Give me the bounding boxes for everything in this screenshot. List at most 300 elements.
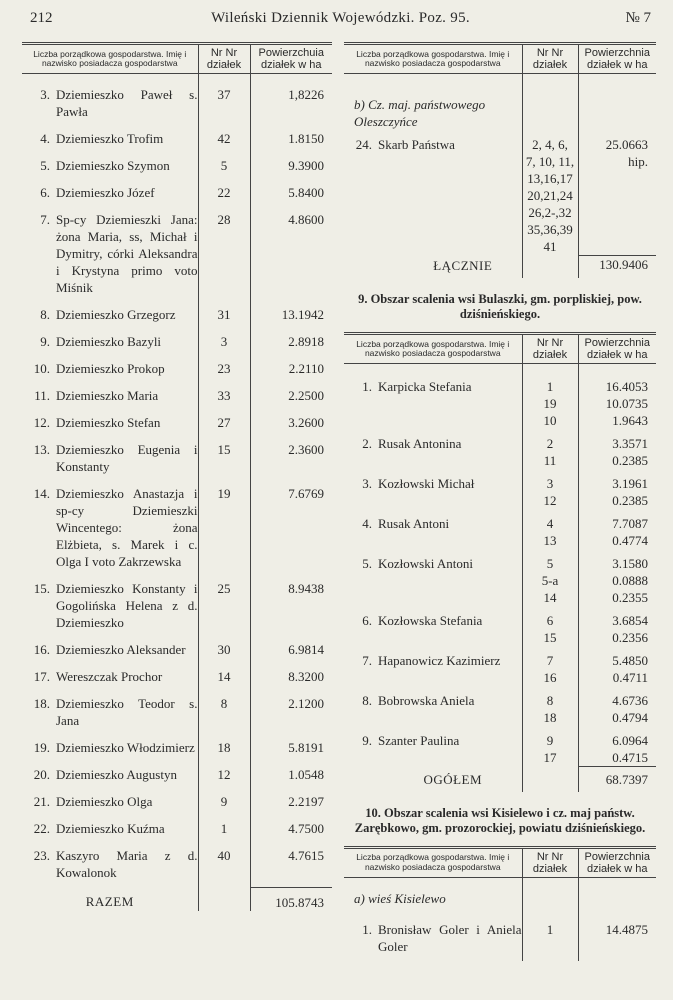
- plot-numbers: 25: [198, 576, 250, 637]
- row-number: 10.: [33, 361, 50, 376]
- row-number: 13.: [33, 442, 50, 457]
- area-value: 2.2197: [250, 789, 332, 816]
- area-value: [578, 364, 656, 430]
- owner-cell: [22, 356, 198, 383]
- col-plots-header: Nr Nr działek: [522, 44, 578, 74]
- owner-name: Bronisław Goler i Aniela Goler: [378, 921, 522, 954]
- plot-numbers: [522, 549, 578, 606]
- area-value: [578, 686, 656, 726]
- row-number: 4.: [362, 516, 372, 531]
- area-value: 4.8600: [250, 207, 332, 302]
- row-number: 3.: [40, 87, 50, 102]
- owner-entry: [22, 441, 198, 475]
- cell-line: 17: [543, 750, 557, 765]
- owner-name: Kozłowska Stefania: [378, 613, 483, 628]
- owner-name: Rusak Antoni: [378, 516, 450, 531]
- owner-cell: [344, 917, 522, 961]
- plot-numbers: [522, 606, 578, 646]
- cell-line: 3.1961: [612, 476, 648, 491]
- cell-line: 2: [546, 436, 554, 451]
- owner-name: Dziemieszko Józef: [56, 185, 155, 200]
- plot-numbers: 40: [198, 843, 250, 887]
- owner-cell: [22, 735, 198, 762]
- area-value: 2.1200: [250, 691, 332, 735]
- owner-entry: [22, 739, 198, 756]
- owner-name: Dziemieszko Anastazja i sp-cy Dziemieszki Wincentego: żona Elżbieta, s. Marek i c. Olga I voto Zakrzewska: [56, 486, 198, 569]
- area-value: 14.4875: [578, 917, 656, 961]
- area-value: 7.6769: [250, 481, 332, 576]
- total-row: [344, 767, 656, 792]
- owner-name: Dziemieszko Grzegorz: [56, 307, 176, 322]
- area-value: 3.2600: [250, 410, 332, 437]
- plot-numbers: 19: [198, 481, 250, 576]
- cell-line: 0.2356: [612, 630, 648, 645]
- owner-cell: [22, 410, 198, 437]
- owner-cell: [22, 437, 198, 481]
- row-number: 16.: [33, 642, 50, 657]
- table-row: [22, 637, 332, 664]
- table-row: [22, 74, 332, 127]
- cell-line: 5.4850: [612, 653, 648, 668]
- table-row: [344, 726, 656, 767]
- total-value: 130.9406: [578, 255, 656, 278]
- cell-line: 13: [543, 533, 557, 548]
- cell-line: 10: [543, 413, 557, 428]
- owner-entry: [344, 692, 522, 709]
- owner-entry: [344, 652, 522, 669]
- table-row: [22, 383, 332, 410]
- plot-numbers: 15: [198, 437, 250, 481]
- area-value: 1.0548: [250, 762, 332, 789]
- section-heading: 9. Obszar scalenia wsi Bulaszki, gm. porpliskiej, pow. dziśnieńskiego.: [358, 292, 642, 321]
- cell-line: 0.2385: [612, 493, 648, 508]
- cell-line: 11: [543, 453, 557, 468]
- cell-line: 16: [543, 670, 557, 685]
- owner-entry: [22, 211, 198, 296]
- owner-entry: [344, 378, 522, 395]
- col-plots-header: Nr Nr działek: [522, 847, 578, 877]
- area-value: 1,8226: [250, 74, 332, 127]
- cell-line: 7, 10, 11,: [525, 154, 575, 169]
- area-value: 8.9438: [250, 576, 332, 637]
- row-number: 24.: [355, 137, 372, 152]
- cell-line: 3.1580: [612, 556, 648, 571]
- owner-cell: [344, 429, 522, 469]
- table-row: [22, 126, 332, 153]
- cell-line: 6.0964: [612, 733, 648, 748]
- owner-cell: [344, 364, 522, 430]
- table-row: [22, 664, 332, 691]
- owner-name: Dziemieszko Stefan: [56, 415, 161, 430]
- owner-name: Dziemieszko Trofim: [56, 131, 164, 146]
- table-row: [344, 364, 656, 430]
- plot-numbers: 9: [198, 789, 250, 816]
- area-value: 2.2500: [250, 383, 332, 410]
- row-number: 12.: [33, 415, 50, 430]
- table-row: [344, 917, 656, 961]
- subsection-row: [344, 74, 656, 137]
- row-number: 6.: [362, 613, 372, 628]
- owner-cell: [344, 509, 522, 549]
- plot-numbers: [522, 429, 578, 469]
- area-value: [578, 509, 656, 549]
- owner-cell: [22, 576, 198, 637]
- table-row: [344, 429, 656, 469]
- row-number: 9.: [40, 334, 50, 349]
- col-owner-header: Liczba porządkowa gospodarstwa. Imię i nazwisko posiadacza gospodarstwa: [344, 847, 522, 877]
- owner-entry: [22, 641, 198, 658]
- table-row: [344, 646, 656, 686]
- cell-line: 14: [543, 590, 557, 605]
- table-row: [22, 207, 332, 302]
- cell-line: 16.4053: [605, 379, 648, 394]
- plot-numbers: 31: [198, 302, 250, 329]
- plot-numbers: 33: [198, 383, 250, 410]
- subsection-label: b) Cz. maj. państwowego Oleszczyńce: [354, 97, 486, 129]
- total-label: ŁĄCZNIE: [433, 258, 493, 273]
- row-number: 7.: [40, 212, 50, 227]
- plot-numbers: 42: [198, 126, 250, 153]
- owner-entry: [22, 414, 198, 431]
- area-value: 5.8400: [250, 180, 332, 207]
- area-value: 13.1942: [250, 302, 332, 329]
- subsection-row: [344, 877, 656, 917]
- owner-name: Dziemieszko Paweł s. Pawła: [56, 87, 198, 119]
- owner-cell: [22, 816, 198, 843]
- area-value: 2.3600: [250, 437, 332, 481]
- plot-numbers: 1: [198, 816, 250, 843]
- owner-cell: [344, 549, 522, 606]
- plot-numbers: [522, 726, 578, 767]
- plot-numbers: 1: [522, 917, 578, 961]
- table-row: [344, 469, 656, 509]
- cell-line: 15: [543, 630, 557, 645]
- table-row: [22, 437, 332, 481]
- area-value: 4.7500: [250, 816, 332, 843]
- owner-name: Dziemieszko Włodzimierz: [56, 740, 195, 755]
- row-number: 23.: [33, 848, 50, 863]
- plot-numbers: 8: [198, 691, 250, 735]
- cell-line: 4: [546, 516, 554, 531]
- cell-line: 35,36,39: [527, 222, 573, 237]
- journal-title: Wileński Dziennik Wojewódzki. Poz. 95.: [211, 10, 470, 26]
- owner-cell: [22, 843, 198, 887]
- owner-entry: [22, 184, 198, 201]
- row-number: 4.: [40, 131, 50, 146]
- owner-name: Rusak Antonina: [378, 436, 462, 451]
- owner-name: Szanter Paulina: [378, 733, 460, 748]
- area-value: 2.2110: [250, 356, 332, 383]
- owner-name: Kozłowski Michał: [378, 476, 475, 491]
- col-plots-header: Nr Nr działek: [198, 44, 250, 74]
- cell-line: 0.2355: [612, 590, 648, 605]
- row-number: 1.: [362, 921, 372, 937]
- owner-entry: [22, 306, 198, 323]
- col-area-header: Powierzchnia działek w ha: [578, 847, 656, 877]
- owner-entry: [344, 732, 522, 749]
- area-value: [578, 726, 656, 767]
- total-label: OGÓŁEM: [423, 771, 483, 787]
- area-value: [578, 549, 656, 606]
- owner-name: Dziemieszko Bazyli: [56, 334, 162, 349]
- owner-name: Dziemieszko Teodor s. Jana: [56, 696, 198, 728]
- table-row: [22, 180, 332, 207]
- owner-name: Dziemieszko Szymon: [56, 158, 170, 173]
- plot-numbers: 30: [198, 637, 250, 664]
- owner-entry: [22, 360, 198, 377]
- row-number: 1.: [362, 379, 372, 394]
- owner-name: Hapanowicz Kazimierz: [378, 653, 501, 668]
- subsection-label: a) wieś Kisielewo: [354, 890, 446, 906]
- owner-entry: [22, 668, 198, 685]
- plot-numbers: [522, 509, 578, 549]
- owner-entry: [22, 820, 198, 837]
- col-owner-header: Liczba porządkowa gospodarstwa. Imię i nazwisko posiadacza gospodarstwa: [344, 334, 522, 364]
- col-plots-header: Nr Nr działek: [522, 334, 578, 364]
- owner-name: Dziemieszko Aleksander: [56, 642, 186, 657]
- cell-line: 12: [543, 493, 557, 508]
- table-row: [22, 356, 332, 383]
- owner-cell: [344, 726, 522, 767]
- plot-numbers: 14: [198, 664, 250, 691]
- owner-name: Dziemieszko Prokop: [56, 361, 165, 376]
- table-row: [344, 686, 656, 726]
- row-number: 8.: [40, 307, 50, 322]
- cell-line: 26,2-,32: [528, 205, 572, 220]
- row-number: 20.: [33, 767, 50, 782]
- table-row: [22, 576, 332, 637]
- row-number: 11.: [34, 388, 50, 403]
- row-number: 5.: [362, 556, 372, 571]
- row-number: 18.: [33, 696, 50, 711]
- owner-entry: [22, 847, 198, 881]
- cell-line: 20,21,24: [527, 188, 573, 203]
- row-number: 8.: [362, 693, 372, 708]
- owner-entry: [22, 333, 198, 350]
- owner-name: Dziemieszko Konstanty i Gogolińska Helena z d. Dziemieszko: [56, 581, 198, 630]
- owner-name: Dziemieszko Olga: [56, 794, 153, 809]
- right-column: [344, 42, 656, 961]
- table-row: [22, 789, 332, 816]
- owner-cell: [22, 207, 198, 302]
- plot-numbers: 22: [198, 180, 250, 207]
- owner-cell: [22, 74, 198, 127]
- row-number: 7.: [362, 653, 372, 668]
- owner-cell: [22, 637, 198, 664]
- owner-name: Dziemieszko Maria: [56, 388, 159, 403]
- cell-line: 41: [543, 239, 557, 254]
- row-number: 6.: [40, 185, 50, 200]
- owner-cell: [22, 383, 198, 410]
- owner-cell: [22, 481, 198, 576]
- cell-line: 10.0735: [605, 396, 648, 411]
- total-label: RAZEM: [85, 894, 134, 909]
- owner-cell: [22, 691, 198, 735]
- col-area-header: Powierzchnia działek w ha: [578, 334, 656, 364]
- total-value: 105.8743: [250, 887, 332, 911]
- owner-cell: [22, 789, 198, 816]
- plot-numbers: [522, 469, 578, 509]
- area-value: 5.8191: [250, 735, 332, 762]
- owner-entry: [22, 766, 198, 783]
- row-number: 3.: [362, 476, 372, 491]
- owner-cell: [22, 329, 198, 356]
- area-value: [578, 429, 656, 469]
- owner-entry: [22, 485, 198, 570]
- plot-numbers: [522, 136, 578, 255]
- cell-line: 8: [546, 693, 554, 708]
- plot-numbers: [522, 686, 578, 726]
- plot-numbers: [522, 646, 578, 686]
- table-bulaszki: [344, 332, 656, 792]
- owner-name: Karpicka Stefania: [378, 379, 472, 394]
- owner-entry: [22, 86, 198, 120]
- owner-entry: [344, 612, 522, 629]
- cell-line: 7: [546, 653, 554, 668]
- issue-number: № 7: [625, 10, 651, 26]
- cell-line: 13,16,17: [527, 171, 573, 186]
- plot-numbers: 3: [198, 329, 250, 356]
- owner-cell: [22, 153, 198, 180]
- owner-cell: [22, 180, 198, 207]
- cell-line: 9: [546, 733, 554, 748]
- table-row: [22, 843, 332, 887]
- owner-entry: [344, 475, 522, 492]
- owner-name: Dziemieszko Kuźma: [56, 821, 165, 836]
- cell-line: 0.2385: [612, 453, 648, 468]
- owner-cell: [344, 646, 522, 686]
- cell-line: 5-a: [541, 573, 559, 588]
- area-value: 8.3200: [250, 664, 332, 691]
- owner-name: Wereszczak Prochor: [56, 669, 163, 684]
- plot-numbers: 37: [198, 74, 250, 127]
- cell-line: 1.9643: [612, 413, 648, 428]
- cell-line: 3.6854: [612, 613, 648, 628]
- owner-cell: [22, 302, 198, 329]
- col-area-header: Powierzchnia działek w ha: [578, 44, 656, 74]
- owner-entry: [344, 435, 522, 452]
- table-row: [22, 410, 332, 437]
- owner-name: Skarb Państwa: [378, 137, 455, 152]
- owner-entry: [344, 515, 522, 532]
- owner-cell: [344, 606, 522, 646]
- plot-numbers: 28: [198, 207, 250, 302]
- owner-name: Sp-cy Dziemieszki Jana: żona Maria, ss, Michał i Dymitry, córki Aleksandra i Krystyna primo voto Miśnik: [56, 212, 198, 295]
- area-value: 1.8150: [250, 126, 332, 153]
- cell-line: 6: [546, 613, 554, 628]
- cell-line: 0.4715: [612, 750, 648, 765]
- area-value: 4.7615: [250, 843, 332, 887]
- col-owner-header: Liczba porządkowa gospodarstwa. Imię i nazwisko posiadacza gospodarstwa: [344, 44, 522, 74]
- owner-name: Kozłowski Antoni: [378, 556, 473, 571]
- owner-cell: [22, 762, 198, 789]
- cell-line: 5: [546, 556, 554, 571]
- plot-numbers: [522, 364, 578, 430]
- table-row: [22, 816, 332, 843]
- cell-line: 2, 4, 6,: [532, 137, 568, 152]
- row-number: 22.: [33, 821, 50, 836]
- row-number: 15.: [33, 581, 50, 596]
- area-value: [578, 136, 656, 255]
- row-number: 19.: [33, 740, 50, 755]
- cell-line: 0.4711: [612, 670, 648, 685]
- owner-cell: [22, 126, 198, 153]
- owner-entry: [22, 157, 198, 174]
- cell-line: 19: [543, 396, 557, 411]
- plot-numbers: 23: [198, 356, 250, 383]
- table-row: [22, 691, 332, 735]
- owner-entry: [22, 387, 198, 404]
- running-header: [30, 6, 651, 30]
- page-number: 212: [30, 10, 53, 26]
- cell-line: 25.0663: [605, 137, 648, 152]
- plot-numbers: 12: [198, 762, 250, 789]
- owner-entry: [344, 555, 522, 572]
- row-number: 17.: [33, 669, 50, 684]
- cell-line: 0.0888: [612, 573, 648, 588]
- table-row: [22, 735, 332, 762]
- area-value: 2.8918: [250, 329, 332, 356]
- area-value: 6.9814: [250, 637, 332, 664]
- table-oleszczynce: [344, 42, 656, 278]
- table-row: [22, 302, 332, 329]
- total-row: [344, 255, 656, 278]
- col-owner-header: Liczba porządkowa gospodarstwa. Imię i nazwisko posiadacza gospodarstwa: [22, 44, 198, 74]
- table-row: [22, 153, 332, 180]
- cell-line: hip.: [628, 154, 648, 169]
- section-heading: 10. Obszar scalenia wsi Kisielewo i cz. maj państw. Zarębkowo, gm. prozorockiej, powiatu dziśnieńskiego.: [354, 805, 646, 835]
- table-row: [344, 606, 656, 646]
- owner-entry: [22, 130, 198, 147]
- cell-line: 0.4794: [612, 710, 648, 725]
- owner-cell: [344, 686, 522, 726]
- cell-line: 7.7087: [612, 516, 648, 531]
- owner-name: Dziemieszko Augustyn: [56, 767, 177, 782]
- owner-cell: [22, 664, 198, 691]
- cell-line: 3: [546, 476, 554, 491]
- cell-line: 18: [543, 710, 557, 725]
- cell-line: 3.3571: [612, 436, 648, 451]
- left-column: [22, 42, 332, 911]
- owner-name: Kaszyro Maria z d. Kowalonok: [56, 848, 198, 880]
- table-row: [22, 329, 332, 356]
- owner-name: Bobrowska Aniela: [378, 693, 475, 708]
- cell-line: 1: [546, 379, 554, 394]
- table-row: [344, 549, 656, 606]
- owner-entry: [22, 695, 198, 729]
- table-row: [22, 762, 332, 789]
- col-area-header: Powierzchuia działek w ha: [250, 44, 332, 74]
- owner-entry: [344, 921, 522, 955]
- owner-entry: [22, 793, 198, 810]
- plot-numbers: 18: [198, 735, 250, 762]
- table-row: [344, 509, 656, 549]
- table-row: [22, 481, 332, 576]
- table-row: [344, 136, 656, 255]
- total-value: 68.7397: [578, 767, 656, 792]
- area-value: 9.3900: [250, 153, 332, 180]
- row-number: 14.: [33, 486, 50, 501]
- cell-line: 0.4774: [612, 533, 648, 548]
- owner-entry: [22, 580, 198, 631]
- area-value: [578, 469, 656, 509]
- total-row: [22, 887, 332, 911]
- owner-cell: [344, 469, 522, 509]
- row-number: 5.: [40, 158, 50, 173]
- cell-line: 4.6736: [612, 693, 648, 708]
- row-number: 21.: [33, 794, 50, 809]
- area-value: [578, 646, 656, 686]
